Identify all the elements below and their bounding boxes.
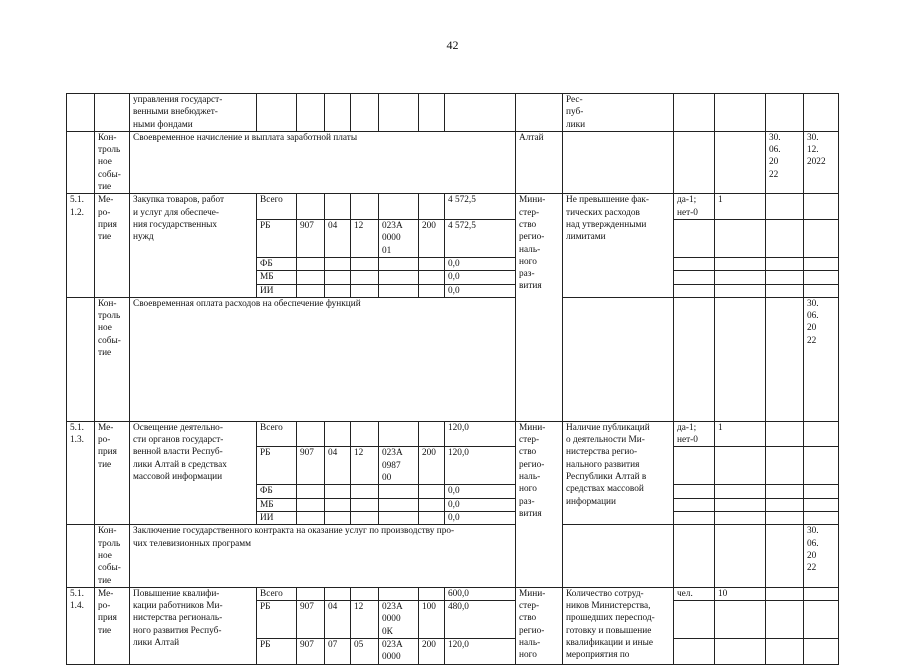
page-number: 42 <box>446 38 459 52</box>
program-table: управления государст- венными внебюджет- ными фондами Рес- пуб- лики Кон- троль ное собы- тие Своевременное начисление и выплата заработной платы Алтай 30. 06. 20 22 30. 12. 2022 5.1. 1.2. Ме- ро- прия тие Закупка товаров, работ и услуг для обеспече- ния государственных нужд Всего 4 572,5 Мини- стер- ство регио- наль- ного раз- вития Не превышение фак- тических расходов над утвержденными лимитами да-1; нет-0 1 РБ 907 04 12 023А 0000 01 200 4 572,5 ФБ 0,0 МБ 0,0 ИИ 0,0 Кон- троль ное собы- тие Своевременная оплата расходов на обеспечение функций 30. 06. 20 22 5.1. 1.3. Ме- ро- прия тие Освещение деятельно- сти органов государст- венной власти Респуб- лики Алтай в средствах массовой информации Всего 120,0 Мини- стер- ство регио- наль- ного раз- вития Наличие публикаций о деятельности Ми- нистерства регио- нального развития Республики Алтай в средствах массовой информации да-1; нет-0 1 РБ 907 04 12 023А 0987 00 200 120,0 ФБ 0,0 МБ 0,0 ИИ 0,0 Кон- троль ное собы- тие Заключение государственного контракта на оказание услуг по производству про- чих телевизионных программ 30. 06. 20 22 5.1. 1.4. Ме- ро- прия тие Повышение квалифи- кации работников Ми- нистерства региональ- ного развития Респуб- лики Алтай Всего 600,0 Мини- стер- ство регио- наль- ного Количество сотруд- ников Министерства, прошедших переспод- готовку и повышение квалификации и иные мероприятия по чел. 10 РБ 907 04 12 023А 0000 0К 100 480,0 РБ 907 07 05 023А 0000 200 120,0 <box>66 93 839 665</box>
funding-source: ИИ <box>257 512 297 525</box>
description: Своевременное начисление и выплата заработной платы <box>130 131 516 193</box>
unit: да-1; нет-0 <box>674 421 715 447</box>
funding-source: Всего <box>257 587 297 600</box>
control-event-row <box>67 297 839 421</box>
indicator: Количество сотруд- ников Министерства, прошедших переспод- готовку и повышение квалификации и иные мероприятия по <box>563 587 674 664</box>
description: Своевременная оплата расходов на обеспечение функций <box>130 297 516 421</box>
amount: 0,0 <box>445 271 516 284</box>
row-type-label: Кон- троль ное собы- тие <box>95 525 130 587</box>
control-event-row <box>67 525 839 587</box>
funding-source: РБ <box>257 601 297 639</box>
row-type-label: Кон- троль ное собы- тие <box>95 297 130 421</box>
amount: 120,0 <box>445 638 516 664</box>
measure-number: 5.1. 1.4. <box>67 587 95 664</box>
budget-code: 023А 0987 00 <box>379 447 419 485</box>
funding-source: ФБ <box>257 257 297 270</box>
amount: 4 572,5 <box>445 194 516 220</box>
executor: Мини- стер- ство регио- наль- ного <box>516 587 563 664</box>
amount: 0,0 <box>445 257 516 270</box>
budget-code: 023А 0000 0К <box>379 601 419 639</box>
measure-row <box>67 587 839 600</box>
budget-code: 023А 0000 01 <box>379 219 419 257</box>
amount: 0,0 <box>445 284 516 297</box>
target-value: 1 <box>715 421 766 447</box>
executor: Алтай <box>516 131 563 193</box>
amount: 0,0 <box>445 512 516 525</box>
amount: 600,0 <box>445 587 516 600</box>
funding-source: ИИ <box>257 284 297 297</box>
amount: 4 572,5 <box>445 219 516 257</box>
funding-source: ФБ <box>257 485 297 498</box>
funding-source: Всего <box>257 421 297 447</box>
amount: 0,0 <box>445 485 516 498</box>
budget-code: 023А 0000 <box>379 638 419 664</box>
row-type-label: Ме- ро- прия тие <box>95 194 130 297</box>
row-type-label: Ме- ро- прия тие <box>95 421 130 524</box>
amount: 480,0 <box>445 601 516 639</box>
funding-source: Всего <box>257 194 297 220</box>
indicator: Наличие публикаций о деятельности Ми- нистерства регио- нального развития Республики Алтай в средствах массовой информации <box>563 421 674 524</box>
funding-source: РБ <box>257 638 297 664</box>
row-type-label: Кон- троль ное собы- тие <box>95 131 130 193</box>
description: Заключение государственного контракта на оказание услуг по производству про- чих телевизионных программ <box>130 525 516 587</box>
unit: да-1; нет-0 <box>674 194 715 220</box>
indicator: Не превышение фак- тических расходов над утвержденными лимитами <box>563 194 674 297</box>
funding-source: МБ <box>257 498 297 511</box>
amount: 120,0 <box>445 447 516 485</box>
unit: чел. <box>674 587 715 600</box>
measure-row <box>67 194 839 220</box>
description: Закупка товаров, работ и услуг для обеспече- ния государственных нужд <box>130 194 257 297</box>
measure-number: 5.1. 1.3. <box>67 421 95 524</box>
amount: 0,0 <box>445 498 516 511</box>
target-value: 10 <box>715 587 766 600</box>
executor: Рес- пуб- лики <box>563 94 674 132</box>
date-start: 30. 06. 20 22 <box>804 297 839 421</box>
continuation-row <box>67 94 839 132</box>
measure-number: 5.1. 1.2. <box>67 194 95 297</box>
description: управления государст- венными внебюджет- ными фондами <box>130 94 257 132</box>
executor: Мини- стер- ство регио- наль- ного раз- вития <box>516 421 563 587</box>
date-end: 30. 12. 2022 <box>804 131 839 193</box>
description: Освещение деятельно- сти органов государст- венной власти Респуб- лики Алтай в средствах массовой информации <box>130 421 257 524</box>
date-start: 30. 06. 20 22 <box>766 131 804 193</box>
control-event-row <box>67 131 839 193</box>
row-type-label: Ме- ро- прия тие <box>95 587 130 664</box>
date-start: 30. 06. 20 22 <box>804 525 839 587</box>
description: Повышение квалифи- кации работников Ми- нистерства региональ- ного развития Респуб- лики Алтай <box>130 587 257 664</box>
target-value: 1 <box>715 194 766 220</box>
executor: Мини- стер- ство регио- наль- ного раз- вития <box>516 194 563 421</box>
funding-source: МБ <box>257 271 297 284</box>
amount: 120,0 <box>445 421 516 447</box>
measure-row <box>67 421 839 447</box>
funding-source: РБ <box>257 219 297 257</box>
funding-source: РБ <box>257 447 297 485</box>
